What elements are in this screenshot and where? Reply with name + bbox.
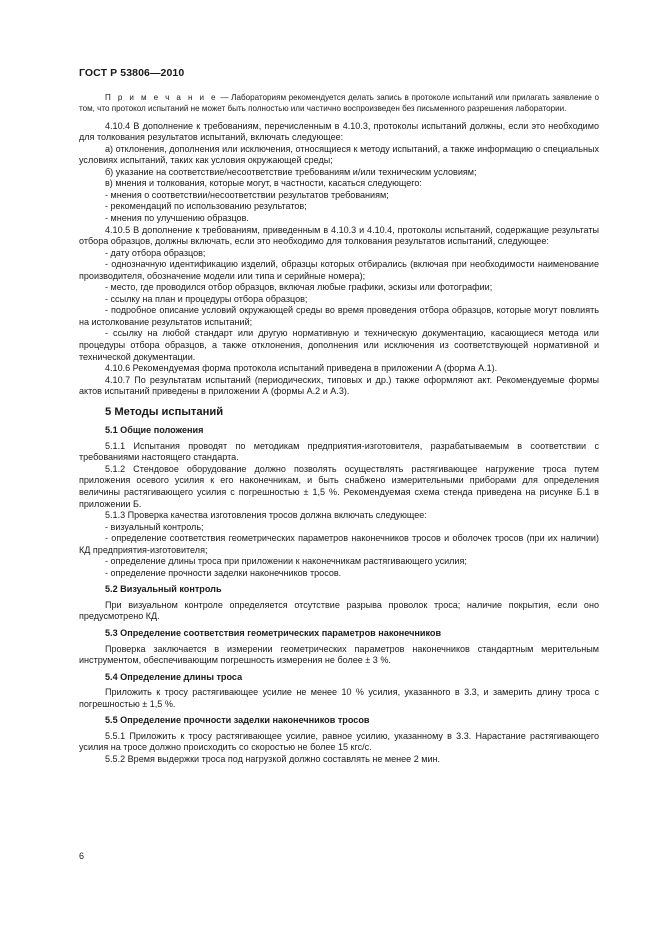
note-label: П р и м е ч а н и е	[105, 93, 218, 102]
paragraph-5-3: Проверка заключается в измерении геометрических параметров наконечников стандартным мерительным инструментом, обеспечивающим погрешность измерения не более ± 3 %.	[79, 643, 599, 666]
section-5-2-heading: 5.2 Визуальный контроль	[105, 584, 222, 595]
list-item: - определение соответствия геометрических параметров наконечников тросов и оболочек тросов (при их наличии) КД предприятия-изготовителя;	[79, 533, 599, 555]
list-item: - визуальный контроль;	[105, 521, 204, 532]
list-item: - рекомендаций по использованию результатов;	[105, 201, 307, 212]
note-text: — Лабораториям рекомендуется делать запись в протоколе испытаний или прилагать заявление о том, что протокол испытаний не может быть полностью или частично воспроизведен без письменного разрешения лаборатории.	[79, 93, 599, 113]
list-item: - определение прочности заделки наконечников тросов.	[105, 567, 342, 578]
list-item: - однозначную идентификацию изделий, образцы которых отбирались (включая при необходимости наименование производителя, обозначение модели или типа и серийные номера);	[79, 259, 599, 281]
section-5-1-heading: 5.1 Общие положения	[105, 425, 204, 436]
paragraph-5-5-2: 5.5.2 Время выдержки троса под нагрузкой должно составлять не менее 2 мин.	[105, 753, 441, 764]
list-item: - дату отбора образцов;	[105, 247, 206, 258]
page-number: 6	[79, 851, 85, 861]
section-5-5-heading: 5.5 Определение прочности заделки наконечников тросов	[105, 715, 370, 726]
list-item: в) мнения и толкования, которые могут, в частности, касаться следующего:	[105, 178, 422, 189]
paragraph-4-10-5: 4.10.5 В дополнение к требованиям, приведенным в 4.10.3 и 4.10.4, протоколы испытаний, содержащие результаты отбора образцов, должны включать, если это необходимо для толкования результатов испытаний, следующее:	[79, 224, 599, 247]
list-item: - ссылку на план и процедуры отбора образцов;	[105, 293, 308, 304]
paragraph-5-2: При визуальном контроле определяется отсутствие разрыва проволок троса; наличие покрытия, если оно предусмотрено КД.	[79, 599, 599, 622]
list-item: - определение длины троса при приложении к наконечникам растягивающего усилия;	[105, 556, 467, 567]
paragraph-5-1-2: 5.1.2 Стендовое оборудование должно позволять осуществлять растягивающее нагружение троса путем приложения осевого усилия к его наконечникам, и быть снабжено измерительными приборами для определения величины растягивающего усилия с погрешностью ± 1,5 %. Рекомендуемая схема стенда приведена на рисунке Б.1 в приложении Б.	[79, 463, 599, 509]
document-header: ГОСТ Р 53806—2010	[79, 67, 185, 79]
section-5-4-heading: 5.4 Определение длины троса	[105, 671, 243, 682]
note-paragraph	[79, 93, 599, 115]
section-5-3-heading: 5.3 Определение соответствия геометрических параметров наконечников	[105, 628, 442, 639]
section-5-heading: 5 Методы испытаний	[105, 405, 224, 418]
paragraph-5-1-1: 5.1.1 Испытания проводят по методикам предприятия-изготовителя, разрабатываемым в соответствии с требованиями настоящего стандарта.	[79, 440, 599, 463]
paragraph-5-5-1: 5.5.1 Приложить к тросу растягивающее усилие, равное усилию, указанному в 3.3. Нарастание растягивающего усилия на тросе должно происходить со скоростью не более 15 кгс/с.	[79, 730, 599, 753]
list-item: а) отклонения, дополнения или исключения, относящиеся к методу испытаний, а также информацию о специальных условиях испытаний, таких как условия окружающей среды;	[79, 143, 599, 166]
list-item: - мнения о соответствии/несоответствии результатов требованиям;	[105, 189, 389, 200]
document-body	[79, 93, 599, 765]
paragraph-5-4: Приложить к тросу растягивающее усилие не менее 10 % усилия, указанного в 3.3, и замерить длину троса с погрешностью ± 1,5 %.	[79, 687, 599, 709]
list-item: - подробное описание условий окружающей среды во время проведения отбора образцов, которые могут повлиять на истолкование результатов испытаний;	[79, 305, 599, 327]
paragraph-4-10-4: 4.10.4 В дополнение к требованиям, перечисленным в 4.10.3, протоколы испытаний должны, если это необходимо для толкования результатов испытаний, включать следующее:	[79, 120, 599, 143]
list-item: - ссылку на любой стандарт или другую нормативную и техническую документацию, касающиеся метода или процедуры отбора образцов, а также отклонения, дополнения или исключения из соответствующей нормативной и технической документации.	[79, 328, 599, 362]
paragraph-5-1-3: 5.1.3 Проверка качества изготовления тросов должна включать следующее:	[105, 510, 427, 521]
paragraph-4-10-6: 4.10.6 Рекомендуемая форма протокола испытаний приведена в приложении А (форма А.1).	[105, 363, 498, 374]
list-item: - место, где проводился отбор образцов, включая любые графики, эскизы или фотографии;	[105, 282, 493, 293]
list-item: б) указание на соответствие/несоответствие требованиям и/или техническим условиям;	[105, 166, 477, 177]
list-item: - мнения по улучшению образцов.	[105, 212, 249, 223]
paragraph-4-10-7: 4.10.7 По результатам испытаний (периодических, типовых и др.) также оформляют акт. Рекомендуемые формы актов испытаний приведены в приложении А (формы А.2 и А.3).	[79, 374, 599, 397]
